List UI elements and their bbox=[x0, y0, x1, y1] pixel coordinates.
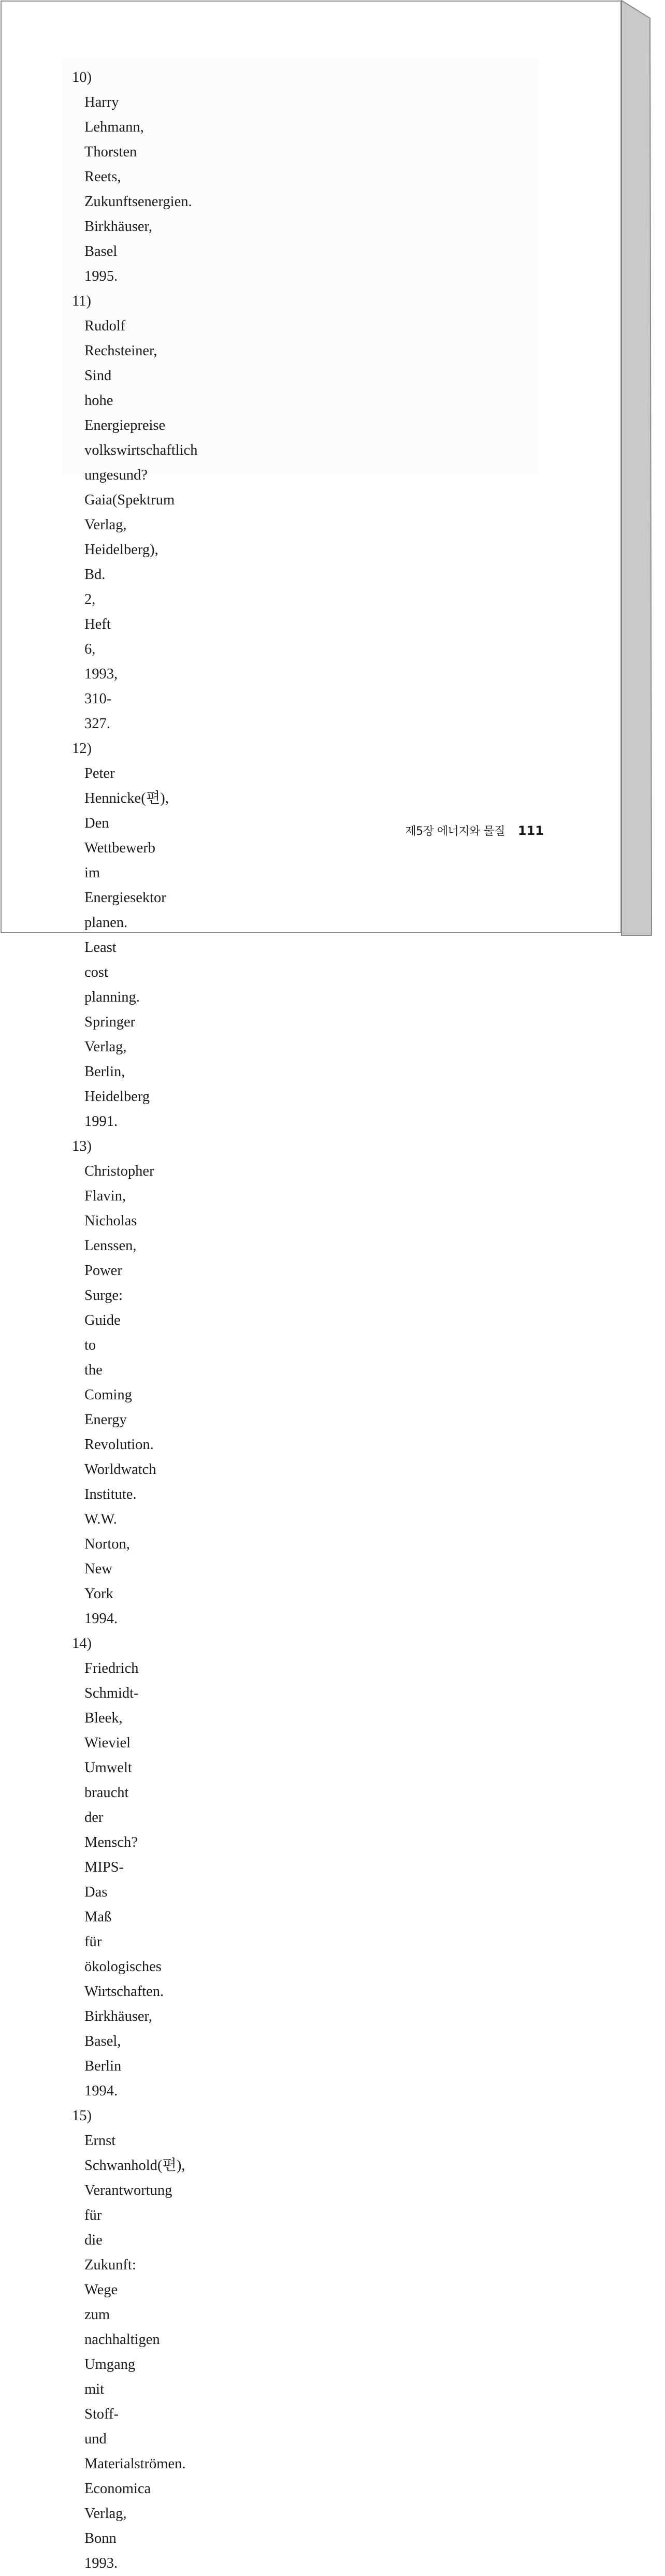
reference-item bbox=[72, 289, 534, 736]
reference-text: Peter Hennicke(편), Den Wettbewerb im Energiesektor planen. Least cost planning. Springer Verlag, Berlin, Heidelberg 1991. bbox=[84, 765, 169, 1130]
reference-number: 14) bbox=[72, 1636, 92, 1652]
reference-number: 10) bbox=[72, 69, 92, 85]
reference-number: 13) bbox=[72, 1138, 92, 1154]
reference-body bbox=[72, 65, 192, 289]
reference-number: 11) bbox=[72, 293, 91, 309]
reference-text: Friedrich Schmidt-Bleek, Wieviel Umwelt braucht der Mensch? MIPS-Das Maß für ökologisches Wirtschaften. Birkhäuser, Basel, Berlin 1994. bbox=[84, 1660, 164, 2099]
chapter-title: 제5장 에너지와 물질 bbox=[405, 825, 505, 838]
reference-text: Christopher Flavin, Nicholas Lenssen, Power Surge: Guide to the Coming Energy Revolution. Worldwatch Institute. W.W. Norton, New York 1994. bbox=[84, 1163, 156, 1627]
reference-body bbox=[72, 289, 198, 736]
reference-body bbox=[72, 1631, 164, 2104]
page-number: 111 bbox=[517, 823, 544, 838]
reference-body bbox=[72, 736, 169, 1134]
reference-number: 15) bbox=[72, 2108, 92, 2124]
reference-text: Ernst Schwanhold(편), Verantwortung für die Zukunft: Wege zum nachhaltigen Umgang mit Stoff-und Materialströmen. Economica Verlag, Bonn 1993. bbox=[84, 2133, 186, 2571]
reference-item bbox=[72, 1134, 534, 1631]
spine-face bbox=[621, 1, 652, 935]
reference-list bbox=[72, 65, 534, 2576]
reference-text: Harry Lehmann, Thorsten Reets, Zukunftsenergien. Birkhäuser, Basel 1995. bbox=[84, 94, 192, 284]
reference-item bbox=[72, 2104, 534, 2576]
reference-item bbox=[72, 1631, 534, 2104]
reference-item bbox=[72, 736, 534, 1134]
reference-item bbox=[72, 65, 534, 289]
reference-text: Rudolf Rechsteiner, Sind hohe Energiepreise volkswirtschaftlich ungesund? Gaia(Spektrum Verlag, Heidelberg), Bd. 2, Heft 6, 1993, 310-327. bbox=[84, 318, 198, 732]
reference-body bbox=[72, 2104, 186, 2576]
reference-number: 12) bbox=[72, 741, 92, 757]
reference-body bbox=[72, 1134, 156, 1631]
page-footer bbox=[404, 822, 544, 838]
